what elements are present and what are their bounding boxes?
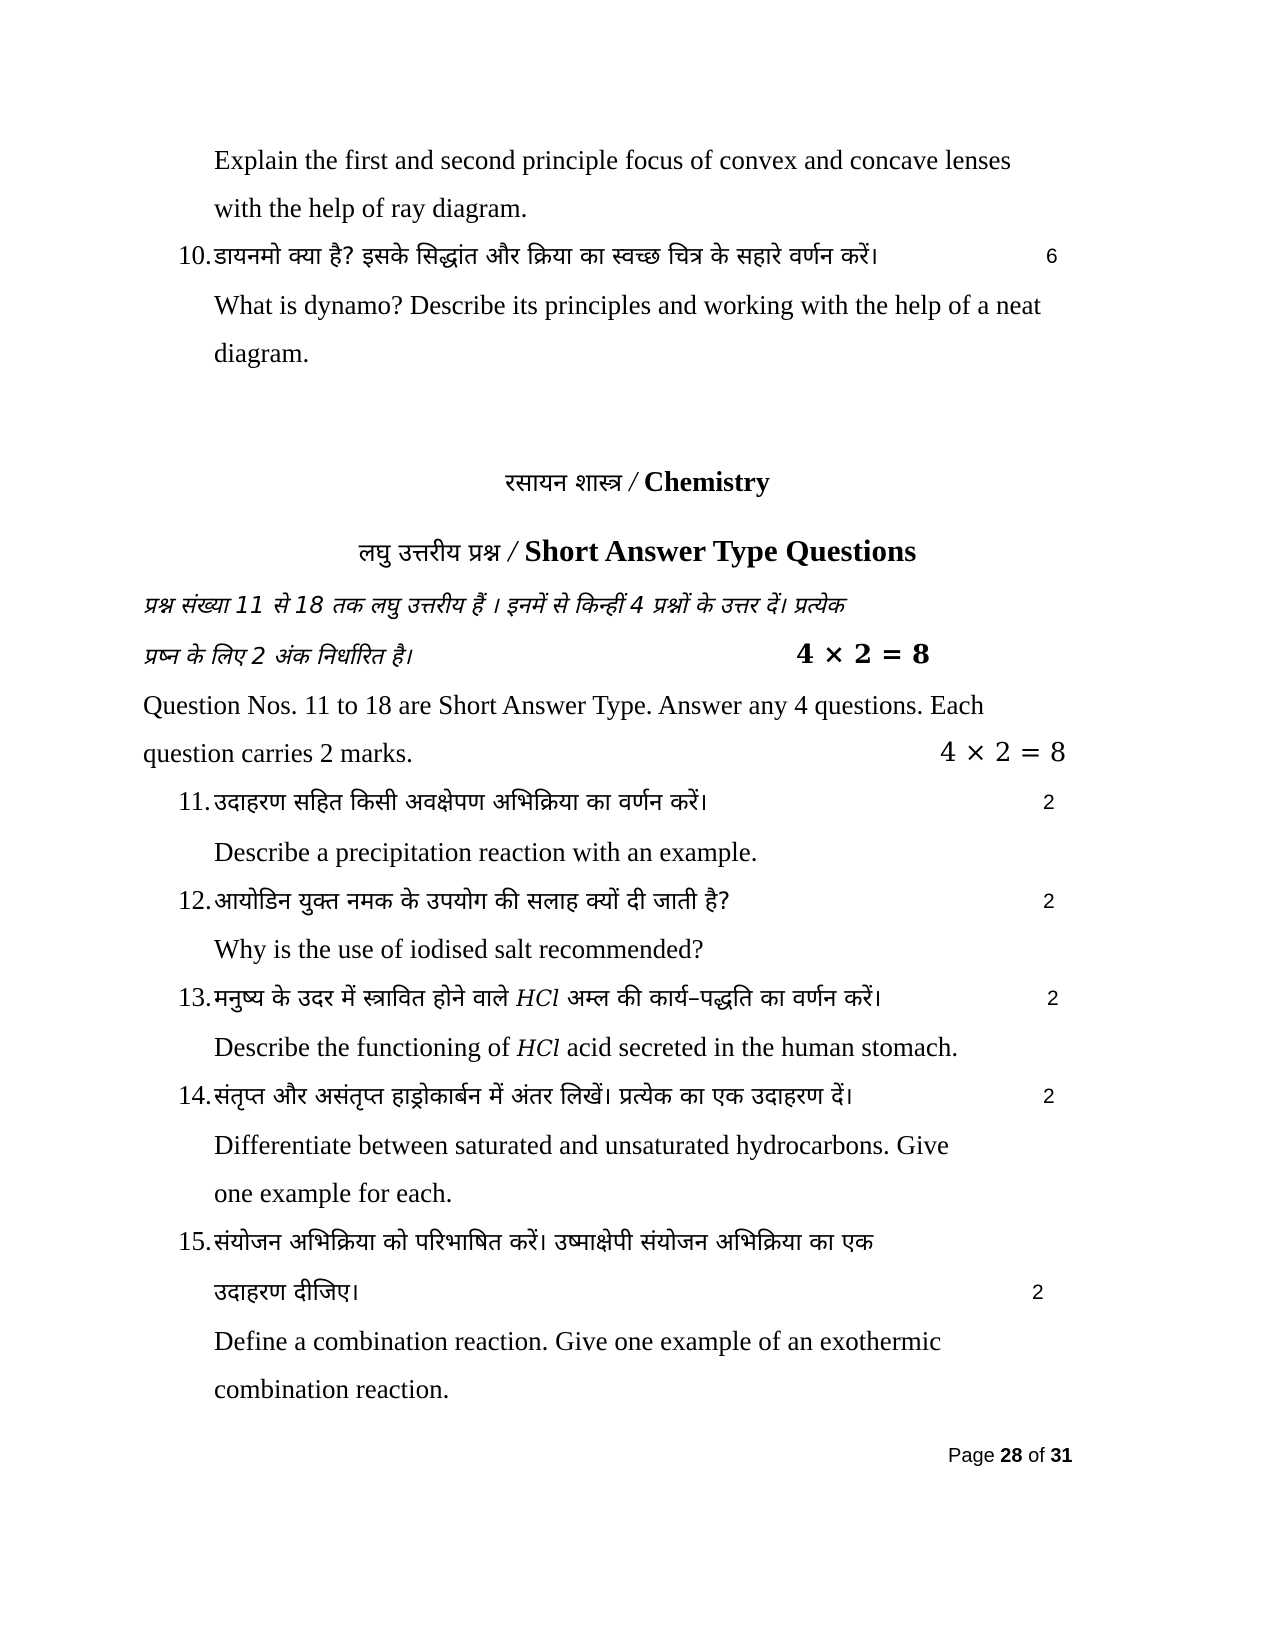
q14-number: 14. [178,1080,212,1110]
q13-english-text-b: acid secreted in the human stomach. [559,1032,959,1062]
q15-hindi-text-2: उदाहरण दीजिए। [214,1278,360,1306]
q13-hindi [178,980,881,1017]
section-title-english: Chemistry [643,467,770,498]
q14-english-line-2: one example for each. [214,1178,453,1208]
q10-english-line-1: What is dynamo? Describe its principles and working with the help of a neat [214,290,1042,320]
q13-english-formula: HCl [516,1037,560,1062]
page-middle: of [1022,1445,1051,1467]
q9-english-line-2: with the help of ray diagram. [214,193,528,223]
q13-english-text-a: Describe the functioning of [214,1032,517,1062]
q14-hindi [178,1078,853,1113]
q12-hindi-text: आयोडिन युक्त नमक के उपयोग की सलाह क्यों दी जाती है? [214,887,731,915]
section-title [0,465,1275,501]
q13-english [214,1030,958,1067]
instruction-hindi-line-2 [143,638,411,674]
q10-hindi-text: डायनमो क्या है? इसके सिद्धांत और क्रिया का स्वच्छ चित्र के सहारे वर्णन करें। [214,242,879,270]
q13-hindi-text-b: अम्ल की कार्य–पद्धति का वर्णन करें। [559,984,882,1012]
section-subtitle-english: Short Answer Type Questions [524,533,917,568]
q11-number: 11. [178,786,211,816]
instruction-hindi-text-2: प्रष्न के लिए 2 अंक निर्धारित है। [143,644,412,670]
section-title-hindi: रसायन शास्त्र [505,468,623,497]
page-total: 31 [1050,1445,1073,1467]
q10-english-line-2: diagram. [214,338,310,368]
q11-marks: 2 [1043,791,1055,814]
q15-english-line-1: Define a combination reaction. Give one example of an exothermic [214,1326,942,1356]
section-title-separator: / [622,467,644,498]
q13-marks: 2 [1047,987,1059,1010]
q15-hindi-text-1: संयोजन अभिक्रिया को परिभाषित करें। उष्माक्षेपी संयोजन अभिक्रिया का एक [214,1228,874,1256]
q12-english: Why is the use of iodised salt recommended? [214,934,704,964]
section-subtitle-hindi: लघु उत्तरीय प्रश्न [358,538,501,567]
q14-english-line-1: Differentiate between saturated and unsaturated hydrocarbons. Give [214,1130,949,1160]
q12-marks: 2 [1043,890,1055,913]
page-prefix: Page [948,1445,1001,1467]
q15-hindi-line-2 [214,1274,359,1309]
q13-hindi-text-a: मनुष्य के उदर में स्त्रावित होने वाले [214,984,517,1012]
q9-english-line-1: Explain the first and second principle focus of convex and concave lenses [214,145,1011,175]
instruction-english-line-1: Question Nos. 11 to 18 are Short Answer Type. Answer any 4 questions. Each [143,690,984,720]
q10-number: 10. [178,240,212,270]
q14-marks: 2 [1043,1085,1055,1108]
q14-hindi-text: संतृप्त और असंतृप्त हाड्रोकार्बन में अंतर लिखें। प्रत्येक का एक उदाहरण दें। [214,1082,853,1110]
section-subtitle-separator: / [500,533,525,568]
q11-hindi-text: उदाहरण सहित किसी अवक्षेपण अभिक्रिया का वर्णन करें। [214,788,708,816]
section-subtitle [0,532,1275,572]
q13-formula-hcl: HCl [516,987,560,1012]
q15-english-line-2: combination reaction. [214,1374,450,1404]
q10-hindi [178,238,878,273]
page-number [948,1442,1073,1470]
instruction-english-score: 4 × 2 = 8 [940,738,1067,768]
q13-number: 13. [178,982,212,1012]
page-current: 28 [1000,1445,1023,1467]
instruction-english-line-2: question carries 2 marks. [143,738,413,768]
instruction-hindi-score: 4 × 2 = 8 [796,640,931,670]
q12-number: 12. [178,885,212,915]
q15-number: 15. [178,1226,212,1256]
q10-marks: 6 [1046,245,1058,268]
q12-hindi [178,883,730,918]
q15-hindi-line-1 [178,1224,873,1259]
q15-marks: 2 [1032,1281,1044,1304]
q11-english: Describe a precipitation reaction with an example. [214,837,758,867]
instruction-hindi-text-1: प्रश्न संख्या 11 से 18 तक लघु उत्तरीय हैं । इनमें से किन्हीं 4 प्रश्नों के उत्तर दें। प्रत्येक [143,593,844,619]
instruction-hindi-line-1 [143,587,844,623]
q11-hindi [178,784,707,819]
